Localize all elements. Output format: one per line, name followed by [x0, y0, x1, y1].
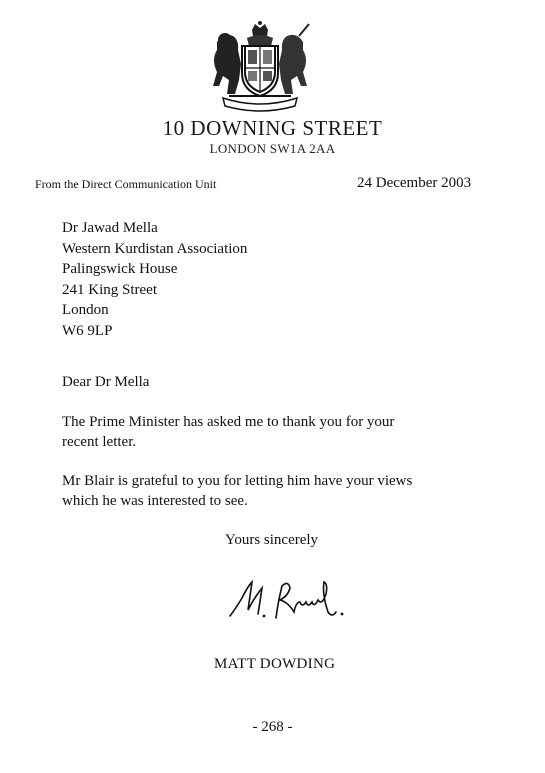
paragraph-line: Mr Blair is grateful to you for letting him have your views	[62, 473, 413, 489]
address-line: 241 King Street	[62, 281, 157, 298]
body-paragraph-1	[62, 412, 462, 452]
recipient-address	[62, 218, 247, 341]
paragraph-line: recent letter.	[62, 434, 137, 450]
letterhead-title: 10 DOWNING STREET	[162, 116, 383, 140]
letterhead-address: LONDON SW1A 2AA	[209, 141, 336, 156]
address-line: London	[62, 302, 109, 318]
letter-date: 24 December 2003	[357, 175, 472, 191]
closing-line: Yours sincerely	[225, 532, 319, 548]
from-unit-label: From the Direct Communication Unit	[35, 177, 217, 191]
salutation: Dear Dr Mella	[62, 374, 150, 390]
address-line: Palingswick House	[62, 261, 178, 277]
body-paragraph-2	[62, 471, 462, 511]
royal-coat-of-arms-icon	[205, 20, 315, 112]
address-line: Western Kurdistan Association	[62, 240, 248, 257]
paragraph-line: which he was interested to see.	[62, 493, 248, 509]
handwritten-signature	[222, 572, 352, 624]
page-number: - 268 -	[252, 719, 293, 735]
address-line: W6 9LP	[62, 322, 113, 339]
paragraph-line: The Prime Minister has asked me to thank you for your	[62, 414, 395, 430]
address-line: Dr Jawad Mella	[62, 220, 158, 236]
signer-name: MATT DOWDING	[214, 656, 336, 672]
